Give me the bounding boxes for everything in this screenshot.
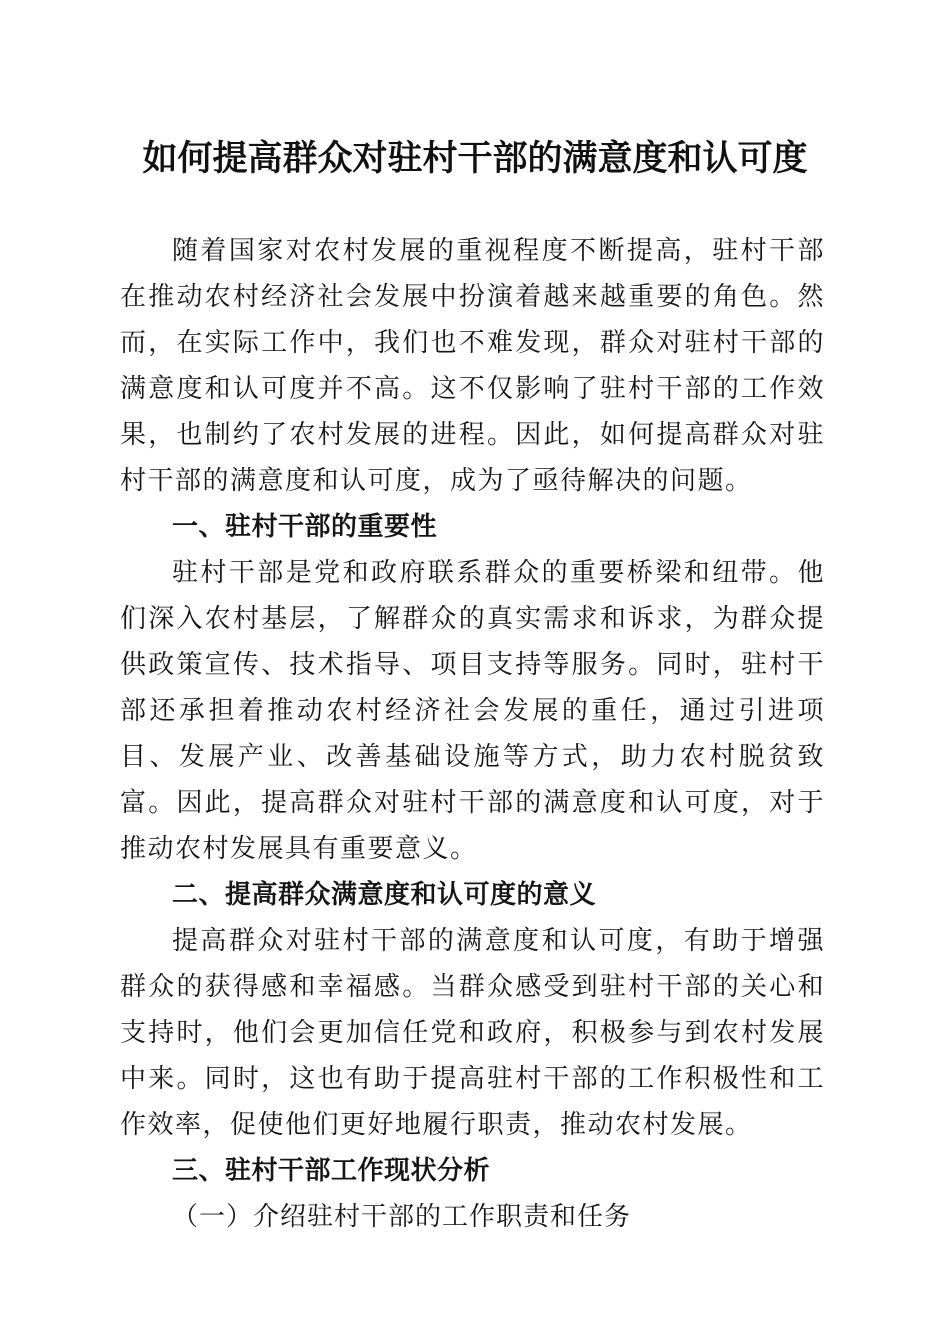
heading-status-analysis: 三、驻村干部工作现状分析	[172, 1156, 491, 1186]
document-title: 如何提高群众对驻村干部的满意度和认可度	[142, 138, 808, 179]
subheading-duties: （一）介绍驻村干部的工作职责和任务	[172, 1202, 632, 1232]
heading-significance: 二、提高群众满意度和认可度的意义	[172, 880, 597, 910]
document-body	[120, 228, 825, 1240]
paragraph-importance: 驻村干部是党和政府联系群众的重要桥梁和纽带。他们深入农村基层，了解群众的真实需求和诉求，为群众提供政策宣传、技术指导、项目支持等服务。同时，驻村干部还承担着推动农村经济社会发展的重任，通过引进项目、发展产业、改善基础设施等方式，助力农村脱贫致富。因此，提高群众对驻村干部的满意度和认可度，对于推动农村发展具有重要意义。	[120, 558, 825, 864]
paragraph-significance: 提高群众对驻村干部的满意度和认可度，有助于增强群众的获得感和幸福感。当群众感受到驻村干部的关心和支持时，他们会更加信任党和政府，积极参与到农村发展中来。同时，这也有助于提高驻村干部的工作积极性和工作效率，促使他们更好地履行职责，推动农村发展。	[120, 926, 825, 1140]
paragraph-intro: 随着国家对农村发展的重视程度不断提高，驻村干部在推动农村经济社会发展中扮演着越来越重要的角色。然而，在实际工作中，我们也不难发现，群众对驻村干部的满意度和认可度并不高。这不仅影响了驻村干部的工作效果，也制约了农村发展的进程。因此，如何提高群众对驻村干部的满意度和认可度，成为了亟待解决的问题。	[120, 236, 825, 496]
heading-importance: 一、驻村干部的重要性	[172, 512, 438, 542]
